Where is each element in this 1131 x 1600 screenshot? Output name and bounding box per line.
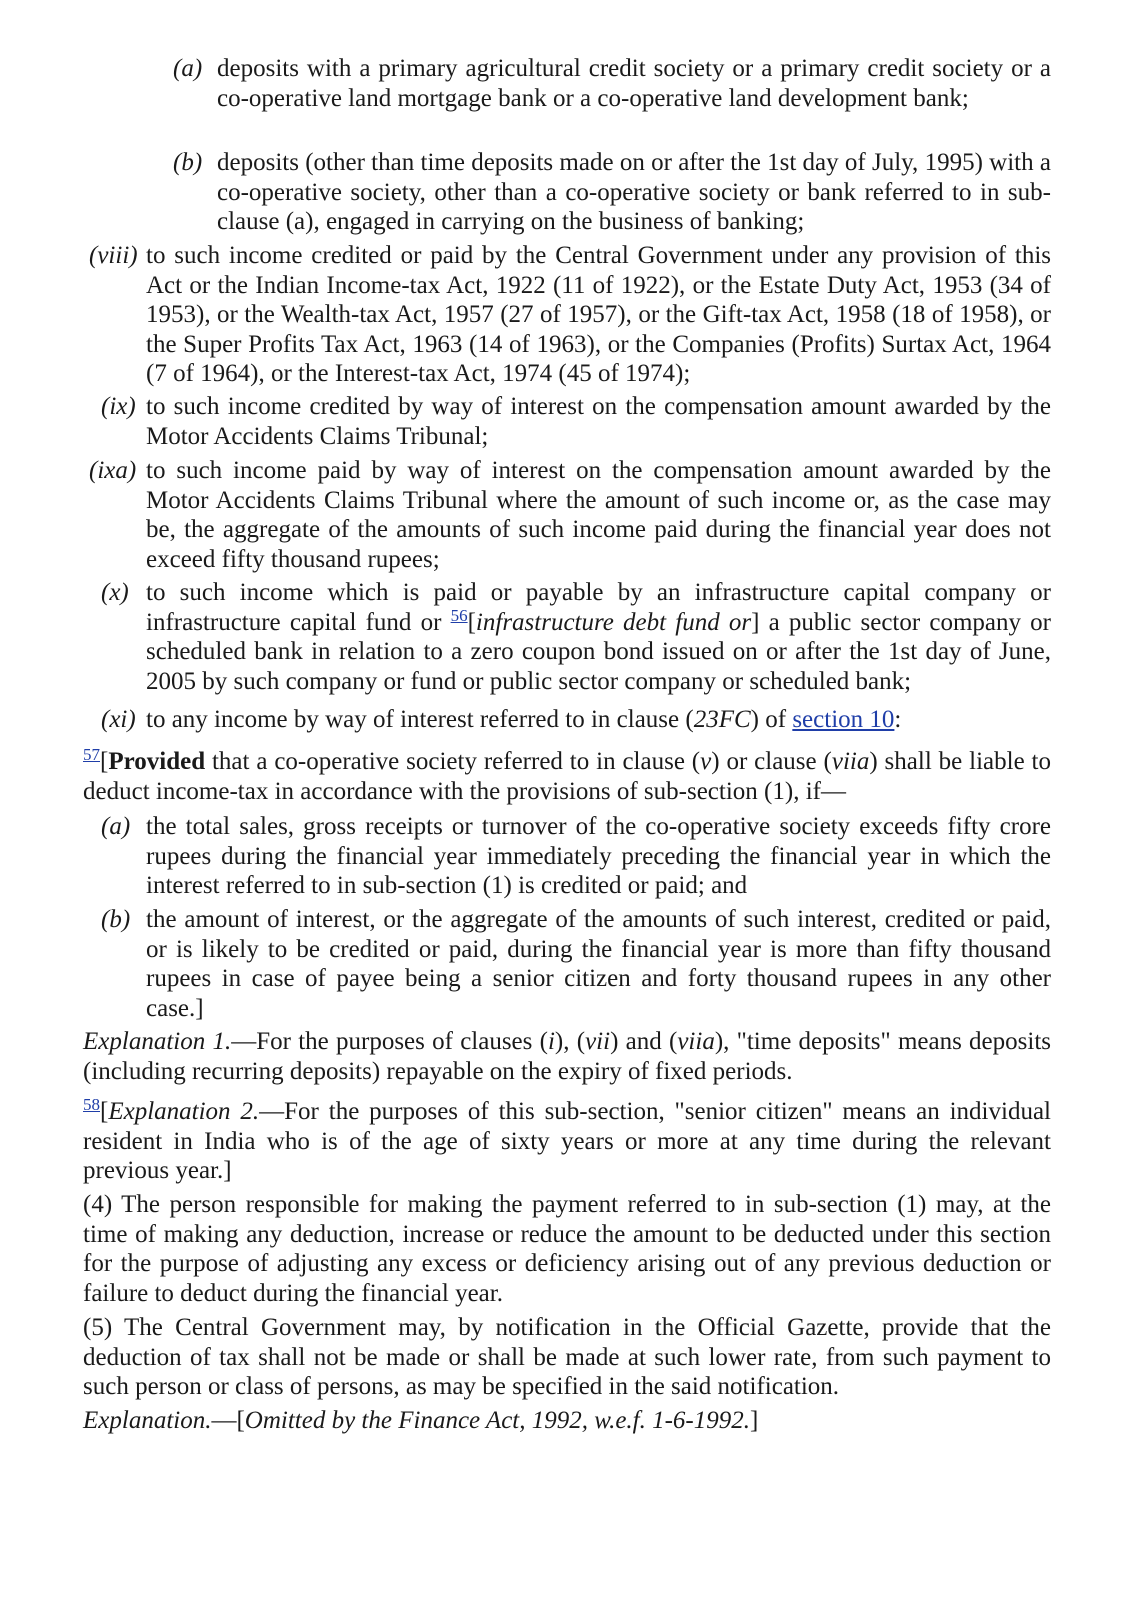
proviso-text: ) or clause (	[711, 748, 832, 775]
explanation-heading: Explanation 1.	[83, 1028, 232, 1055]
explanation-text: Omitted by the Finance Act, 1992, w.e.f. 1-6-1992.	[244, 1407, 751, 1434]
footnote-link-56[interactable]: 56	[450, 605, 468, 625]
explanation-text: ), "time deposits" means deposits (including recurring deposits) repayable on the expiry of fixed periods.	[83, 1028, 1052, 1085]
clause-text-part: to any income by way of interest referred to in clause (	[146, 706, 694, 733]
explanation-heading: Explanation.	[83, 1407, 212, 1434]
bracket-close: ]	[750, 1407, 759, 1434]
footnote-link-57[interactable]: 57	[83, 745, 100, 764]
item-label: (a)	[173, 55, 203, 82]
item-text: deposits (other than time deposits made on or after the 1st day of July, 1995) with a co-operative society, other than a co-operative society or bank referred to in sub-clause (a), engaged in carrying on the business of banking;	[217, 149, 1051, 235]
section-10-link[interactable]: section 10	[792, 706, 895, 733]
sub-clause-a-deposits	[173, 54, 1051, 113]
item-label: (b)	[173, 149, 203, 176]
bracket-close: ]	[751, 608, 760, 636]
clause-ref: viia	[677, 1028, 715, 1055]
proviso-text: ) shall be liable to deduct income-tax in accordance with the provisions of sub-section (1), if—	[83, 748, 1051, 805]
clause-label: (xi)	[101, 706, 136, 733]
item-text: deposits with a primary agricultural credit society or a primary credit society or a co-operative land mortgage bank or a co-operative land development bank;	[217, 55, 1051, 112]
proviso-text: that a co-operative society referred to in clause (	[205, 748, 701, 775]
sub-section-4: (4) The person responsible for making the payment referred to in sub-section (1) may, at the time of making any deduction, increase or reduce the amount to be deducted under this section for the purpose of adjusting any excess or deficiency arising out of any previous deduction or failure to deduct during the financial year.	[83, 1191, 1051, 1307]
clause-text	[146, 705, 1051, 735]
proviso-item-b	[101, 905, 1051, 1023]
clause-viii	[89, 241, 1051, 389]
explanation-heading: Explanation 2.	[108, 1098, 260, 1125]
clause-ref: viia	[831, 748, 870, 775]
clause-label: (viii)	[89, 242, 138, 269]
bracket-open: [	[100, 1098, 109, 1125]
clause-text-part: ) of	[750, 706, 793, 733]
proviso-paragraph	[83, 747, 1051, 806]
footnote-link-58[interactable]: 58	[83, 1095, 100, 1114]
clause-ref: vii	[585, 1028, 611, 1055]
clause-x	[101, 578, 1051, 696]
clause-label: (ix)	[101, 393, 136, 420]
explanation-omitted	[83, 1406, 1051, 1436]
inserted-text: infrastructure debt fund or	[475, 608, 752, 636]
provided-keyword: Provided	[108, 748, 206, 775]
sub-clause-b-deposits	[173, 148, 1051, 237]
clause-ix	[101, 392, 1051, 451]
explanation-text: ), (	[554, 1028, 586, 1055]
explanation-text: —[	[211, 1407, 245, 1434]
item-label: (a)	[101, 813, 131, 840]
sub-section-5: (5) The Central Government may, by notification in the Official Gazette, provide that the deduction of tax shall not be made or shall be made at such lower rate, from such payment to such person or class of persons, as may be specified in the said notification.	[83, 1314, 1051, 1400]
bracket-open: [	[100, 748, 109, 775]
clause-text-part: a public sector company or scheduled bank in relation to a zero coupon bond issued on or after the 1st day of June, 2005 by such company or fund or public sector company or scheduled bank;	[146, 608, 1051, 695]
clause-label: (x)	[101, 579, 129, 606]
clause-label: (ixa)	[89, 457, 137, 484]
explanation-2	[83, 1097, 1051, 1186]
clause-text-part: :	[894, 706, 902, 733]
bracket-open: [	[467, 608, 476, 636]
clause-ixa	[89, 456, 1051, 574]
clause-text-part: to such income which is paid or payable by an infrastructure capital company or infrastructure capital fund or	[146, 579, 1051, 636]
clause-text	[146, 578, 1051, 696]
clause-text: to such income credited or paid by the Central Government under any provision of this Act or the Indian Income-tax Act, 1922 (11 of 1922), or the Estate Duty Act, 1953 (34 of 1953), or the Wealth-tax Act, 1957 (27 of 1957), or the Gift-tax Act, 1958 (18 of 1958), or the Super Profits Tax Act, 1963 (14 of 1963), or the Companies (Profits) Surtax Act, 1964 (7 of 1964), or the Interest-tax Act, 1974 (45 of 1974);	[146, 242, 1051, 387]
clause-text: to such income paid by way of interest on the compensation amount awarded by the Motor Accidents Claims Tribunal where the amount of such income or, as the case may be, the aggregate of the amounts of such income paid during the financial year does not exceed fifty thousand rupees;	[146, 457, 1051, 573]
clause-xi	[101, 705, 1051, 735]
clause-ref: 23FC	[693, 706, 751, 733]
explanation-text: ) and (	[610, 1028, 678, 1055]
explanation-text: —For the purposes of this sub-section, "senior citizen" means an individual resident in India who is of the age of sixty years or more at any time during the relevant previous year.]	[83, 1098, 1051, 1184]
explanation-text: —For the purposes of clauses (	[231, 1028, 548, 1055]
proviso-item-a	[101, 812, 1051, 901]
clause-ref: v	[700, 748, 712, 775]
clause-text: to such income credited by way of interest on the compensation amount awarded by the Motor Accidents Claims Tribunal;	[146, 393, 1051, 450]
item-label: (b)	[101, 906, 131, 933]
item-text: the total sales, gross receipts or turnover of the co-operative society exceeds fifty crore rupees during the financial year immediately preceding the financial year in which the interest referred to in sub-section (1) is credited or paid; and	[146, 813, 1051, 899]
item-text: the amount of interest, or the aggregate of the amounts of such interest, credited or paid, or is likely to be credited or paid, during the financial year is more than fifty thousand rupees in case of payee being a senior citizen and forty thousand rupees in any other case.]	[146, 906, 1051, 1022]
explanation-1	[83, 1027, 1051, 1086]
clause-ref: i	[547, 1028, 555, 1055]
